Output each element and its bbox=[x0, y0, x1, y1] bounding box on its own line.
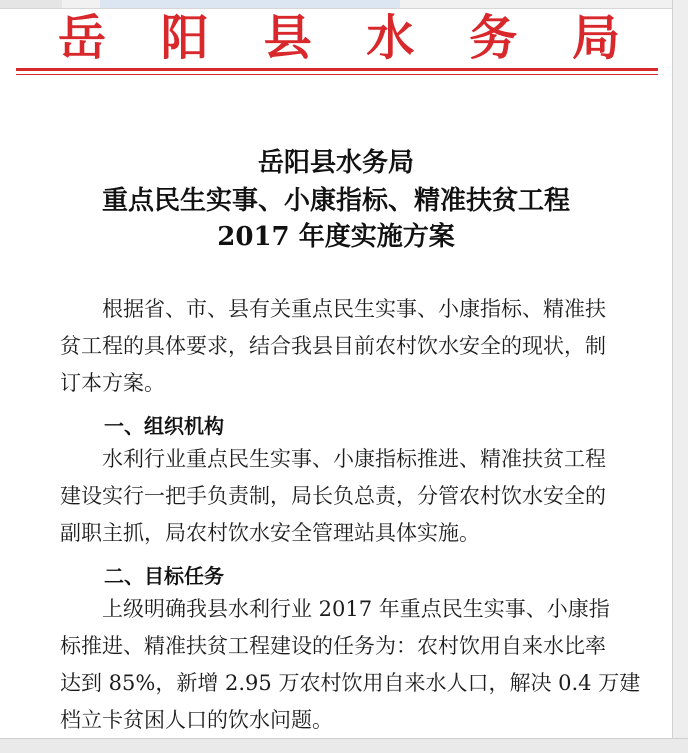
text-line: 达到 85%，新增 2.95 万农村饮用自来水人口，解决 0.4 万建 bbox=[60, 671, 641, 695]
letterhead-char: 县 bbox=[263, 9, 312, 66]
doc-title-org: 岳阳县水务局 bbox=[257, 148, 414, 178]
letterhead-char: 阳 bbox=[160, 9, 209, 66]
text-line: 水利行业重点民生实事、小康指标推进、精准扶贫工程 bbox=[60, 447, 606, 471]
text-line: 档立卡贫困人口的饮水问题。 bbox=[60, 708, 333, 732]
letterhead-rule-thick bbox=[16, 68, 658, 71]
letterhead-char: 务 bbox=[469, 9, 518, 66]
section-heading-organization: 一、组织机构 bbox=[104, 414, 224, 438]
doc-title-subject: 重点民生实事、小康指标、精准扶贫工程 bbox=[101, 186, 570, 216]
text-line: 副职主抓，局农村饮水安全管理站具体实施。 bbox=[60, 521, 480, 545]
targets-paragraph bbox=[60, 591, 641, 739]
intro-paragraph bbox=[60, 291, 622, 402]
text-line: 建设实行一把手负责制，局长负总责，分管农村饮水安全的 bbox=[60, 484, 606, 508]
letterhead-char: 局 bbox=[571, 9, 620, 66]
text-line: 标推进、精准扶贫工程建设的任务为：农村饮用自来水比率 bbox=[60, 634, 606, 658]
letterhead-char: 水 bbox=[366, 9, 415, 66]
organization-paragraph bbox=[60, 441, 622, 552]
text-line: 订本方案。 bbox=[60, 371, 165, 395]
letterhead-char: 岳 bbox=[58, 9, 107, 66]
section-heading-targets: 二、目标任务 bbox=[104, 564, 224, 588]
doc-title-plan: 2017 年度实施方案 bbox=[217, 222, 455, 252]
letterhead-rule-thin bbox=[16, 74, 658, 75]
text-line: 贫工程的具体要求，结合我县目前农村饮水安全的现状，制 bbox=[60, 334, 606, 358]
text-line: 根据省、市、县有关重点民生实事、小康指标、精准扶 bbox=[60, 297, 606, 321]
page-edge bbox=[672, 0, 688, 752]
text-line: 上级明确我县水利行业 2017 年重点民生实事、小康指 bbox=[60, 597, 610, 621]
letterhead bbox=[14, 0, 660, 66]
viewer-bottom-strip bbox=[0, 738, 688, 753]
